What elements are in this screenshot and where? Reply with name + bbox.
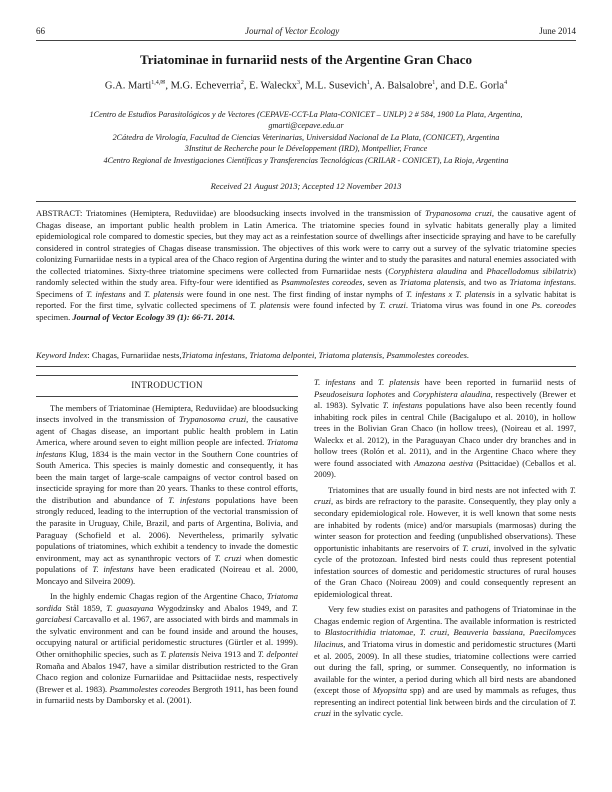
para-text: Bergroth 1911, has been found in furnariid nests by Damborsky et al. (2001). — [36, 683, 299, 706]
para-italic: T. garciabesi — [36, 602, 298, 625]
para-text: , and Triatoma virus in domestic and peridomestic structures (Marti et al. 2005, 2009). In all these studies, triatomine collections were carried out during the fall, spring, or summer. Consequently, no information is available for the winter, a period during which all bird nests are abandoned (except those of — [314, 639, 576, 696]
para-text: spp) and are used by mammals as refuges, thus representing an indirect potential link between birds and the circulation of — [314, 685, 576, 707]
abstract-italic: Psammolestes coreodes — [281, 277, 363, 288]
para-text: in the sylvatic cycle. — [331, 708, 403, 719]
abstract-italic: T. platensis — [249, 300, 290, 311]
keyword-text: : Chagas, Furnariidae nests, — [87, 350, 182, 360]
paper-title: Triatominae in furnariid nests of the Argentine Gran Chaco — [140, 52, 472, 67]
para-italic: T. cruzi — [214, 552, 242, 563]
author-separator: , — [243, 80, 250, 92]
affiliation-1: 1Centro de Estudios Parasitológicos y de Vectores (CEPAVE-CCT-La Plata-CONICET – UNLP) 2 # 584, 1900 La Plata, Argentina, — [89, 110, 523, 119]
para-italic: Psammolestes coreodes — [109, 683, 191, 694]
author-name: A. Balsalobre — [374, 80, 433, 92]
abstract — [36, 208, 576, 323]
para-text: and — [395, 388, 413, 399]
left-column — [36, 375, 298, 711]
intro-paragraph-2 — [36, 591, 298, 706]
para-italic: T. infestans — [168, 494, 211, 505]
para-text: populations have also been recently found inhabiting rock piles in central Chile (Bacigalupo et al. 2010), in hollow trees in the Bolivian Gran Chaco (in hollow trees), (Noireau et al. 1997, Waleckx et al. 2012), in the Paraguayan Chaco under dry branches and in hollow trees (Rolón et al. 2011), and in the Argentine Chaco where they were found associated with — [314, 400, 577, 468]
para-italic: T. platensis — [378, 377, 420, 387]
para-italic: Paecilomyces lilacinus — [314, 627, 576, 650]
author-name: E. Waleckx — [249, 80, 298, 92]
author-affil-marker: 4 — [504, 80, 508, 86]
para-italic: Amazona aestiva — [413, 457, 474, 468]
para-italic: T. delpontei — [257, 649, 298, 660]
section-heading-introduction: INTRODUCTION — [36, 375, 298, 397]
abstract-italic: T. cruzi — [379, 300, 406, 311]
abstract-text: Triatomines (Hemiptera, Reduviidae) are bloodsucking insects involved in the transmission of — [82, 208, 425, 218]
abstract-label: ABSTRACT: — [36, 208, 83, 218]
author-affil-marker: 1 — [366, 80, 370, 86]
para-text: Triatomines that are usually found in bird nests are not infected with — [328, 484, 570, 495]
para-text: (Psittacidae) (Ceballos et al. 2009). — [314, 457, 577, 480]
affiliation-4: 4Centro Regional de Investigaciones Científicas y Transferencias Tecnológicas (CRILAR - CONICET), La Rioja, Argentina — [103, 155, 509, 165]
para-italic: T. cruzi — [462, 542, 489, 553]
author-name: D.E. Gorla — [458, 80, 505, 92]
abstract-italic: Triatoma infestans — [509, 277, 574, 288]
body-top-rule — [36, 366, 576, 367]
abstract-text: , seven as — [362, 277, 400, 288]
para-text: Very few studies exist on parasites and pathogens of Triatominae in the Chagas endemic region of Argentina. The available information is restricted to — [314, 604, 576, 638]
para-italic: T. guasayana — [106, 602, 154, 613]
para-text: , — [522, 627, 530, 638]
para-italic: Triatoma sordida — [36, 591, 298, 613]
author-separator: , — [369, 80, 375, 92]
affiliation-2: 2Cátedra de Virología, Facultad de Ciencias Veterinarias, Universidad Nacional de La Plata, (CONICET), Argentina — [112, 132, 500, 142]
author-separator: , and — [435, 80, 459, 92]
para-italic: Triatoma infestans — [36, 437, 298, 459]
abstract-text: specimen. — [36, 311, 73, 322]
abstract-italic: T. platensis — [144, 288, 184, 299]
para-italic: T. cruzi — [314, 696, 576, 719]
para-text: Stål 1859, — [61, 602, 107, 613]
abstract-italic: Trypanosoma cruzi — [424, 208, 492, 218]
para-italic: T. infestans — [92, 564, 134, 575]
abstract-citation: Journal of Vector Ecology 39 (1): 66-71. 2014. — [72, 311, 236, 322]
abstract-text: ) randomly selected within the study area. Fifty-four were identified as — [36, 265, 576, 288]
keyword-label: Keyword Index — [36, 350, 88, 360]
para-italic: Myopsitta — [372, 685, 407, 696]
para-italic: Trypanosoma cruzi — [179, 414, 247, 425]
abstract-italic: T. infestans — [86, 288, 126, 299]
author-affil-marker: 3 — [297, 80, 301, 86]
page-number: 66 — [36, 26, 45, 36]
author-affil-marker: 2 — [240, 80, 244, 86]
author-separator: , — [300, 80, 306, 92]
affiliation-3: 3Institut de Recherche pour le Développement (IRD), Montpellier, France — [184, 144, 428, 154]
para-text: , involved in the sylvatic cycle of the protozoan. Infested bird nests could thus represent potential infestation sources of domestic and peridomestic structures of rural houses of the Gran Chaco (Noireau 2009) and could consequently represent an epidemiological threat. — [314, 542, 576, 599]
para-italic: T. cruzi — [314, 484, 576, 507]
abstract-text: , the causative agent of Chagas disease, an important public health problem in Latin America. The triatomine species found in sylvatic habitats generally play a limited epidemiological role compared to domestic species, but they may act as a reinfestation source of dwellings after insecticide spraying and have to be carefully considered in control strategies of Chagas disease transmission. The objectives of this work were to carry out a survey of the sylvatic triatomine species colonizing Furnariidae nests in a typical area of the Chaco region of Argentina during the winter and to study the parasites and natural enemies associated with the collected triatomines. Sixty-three triatomine specimens were collected from Furnariidae nests ( — [36, 208, 576, 276]
author-name: M.G. Echeverria — [170, 80, 241, 92]
para-italic: T. cruzi — [419, 627, 448, 638]
para-italic: T. infestans — [314, 377, 356, 387]
para-italic: T. infestans — [382, 400, 423, 411]
affiliations — [50, 109, 562, 166]
abstract-italic: Coryphistera alaudina — [388, 265, 467, 276]
para-text: Romaña and Abalos 1947, have a similar distribution restricted to the Gran Chaco region and colonize Furnariidae and Psittaciidae nests, respectively (Brewer et al. 1983). — [36, 660, 298, 694]
para-text: Klug, 1834 is the main vector in the Southern Cone countries of South America. This species is mainly domestic and consequently, it has been the main target of large-scale campaigns of vector control based on insecticide spraying for more than 20 years. Thanks to these control efforts, the distribution and abundance of — [36, 448, 298, 505]
para-italic: Blastocrithidia triatomae — [324, 627, 414, 638]
para-text: when domestic populations of — [36, 552, 298, 575]
right-column — [314, 377, 576, 724]
author-affil-marker: 1,4,✉ — [151, 80, 166, 86]
intro-paragraph-4 — [314, 485, 576, 600]
author-name: M.L. Susevich — [305, 80, 367, 92]
intro-paragraph-3 — [314, 377, 576, 481]
received-dates: Received 21 August 2013; Accepted 12 November 2013 — [210, 181, 402, 191]
para-italic: T. platensis — [160, 649, 199, 660]
para-text: have been eradicated (Noireau et al. 2000, Moncayo and Silveira 2009). — [36, 564, 299, 586]
journal-name: Journal of Vector Ecology — [245, 26, 340, 36]
para-text: have been reported in furnariid nests of — [419, 377, 577, 387]
para-italic: Pseudoseisura lophotes — [314, 388, 396, 399]
para-text: In the highly endemic Chagas region of the Argentine Chaco, — [50, 591, 267, 602]
abstract-text: and — [466, 265, 487, 276]
abstract-top-rule — [36, 201, 576, 202]
keyword-index — [36, 350, 576, 362]
abstract-text: and — [125, 288, 145, 299]
abstract-text: in a sylvatic habitat is reported. For the first time, sylvatic collected specimens of — [36, 288, 576, 311]
para-text: , — [413, 627, 420, 638]
abstract-italic: Ps. coreodes — [531, 300, 577, 311]
para-text: , respectively (Brewer et al. 1983). Sylvatic — [314, 388, 576, 411]
abstract-text: . Specimens of — [36, 277, 576, 299]
author-list — [36, 79, 576, 92]
abstract-text: . Triatoma virus was found in one — [405, 300, 532, 311]
author-separator: , — [165, 80, 171, 92]
abstract-text: , and two as — [463, 277, 510, 288]
para-italic: Beauveria bassiana — [453, 627, 523, 638]
abstract-text: were found infected by — [289, 300, 380, 311]
intro-paragraph-1 — [36, 403, 298, 588]
para-text: Carcavallo et al. 1967, are associated with birds and mammals in the sylvatic environment and can be found inside and around the houses, occupying natural or artificial peridomestic structures (Gürtler et al. 1999). Other ornithophilic species, such as — [36, 614, 298, 660]
abstract-text: were found in one nest. The first finding of instar nymphs of — [183, 288, 406, 299]
keyword-italic: Triatoma infestans, Triatoma delpontei, Triatoma platensis, Psammolestes coreodes. — [181, 350, 470, 360]
author-affil-marker: 1 — [432, 80, 436, 86]
issue-date: June 2014 — [539, 26, 576, 36]
running-header — [36, 24, 576, 38]
abstract-italic: Triatoma platensis — [399, 277, 464, 288]
abstract-italic: Phacellodomus sibilatrix — [486, 265, 574, 276]
header-rule — [36, 40, 576, 41]
para-text: , — [447, 627, 454, 638]
para-text: , as birds are refractory to the parasite. Consequently, they play only a secondary epidemiological role. However, it is well known that some nests are inhabited by rodents (mice) and/or marsupials (marmosas) during the winter season for protection and feeding (unpublished observations). These opportunistic inhabitants are reservoirs of — [314, 496, 576, 553]
para-text: , the causative agent of Chagas disease, an important public health problem in Latin America, where around seven to eight million people are infected. — [36, 414, 298, 448]
para-text: Wygodzinsky and Abalos 1949, and — [153, 602, 292, 613]
para-text: and — [355, 377, 378, 387]
para-italic: Coryphistera alaudina — [412, 388, 491, 399]
abstract-italic: T. infestans x T. platensis — [405, 288, 495, 299]
para-text: populations have been strongly reduced, leading to the interruption of the vectorial transmission of the parasite in Uruguay, Chile, Brazil, and parts of Argentina, Bolivia, and Paraguay (Schofield et al. 2006). Nevertheless, primarily sylvatic populations of triatomines, which exhibit a tendency to invade the domestic environment, may act as synanthropic vectors of — [36, 494, 299, 563]
para-text: The members of Triatominae (Hemiptera, Reduviidae) are bloodsucking insects involved in the transmission of — [36, 402, 298, 425]
corresponding-email[interactable]: gmarti@cepave.edu.ar — [268, 121, 344, 131]
intro-paragraph-5 — [314, 604, 576, 719]
para-text: Neiva 1913 and — [198, 649, 258, 660]
author-name: G.A. Marti — [104, 80, 152, 92]
